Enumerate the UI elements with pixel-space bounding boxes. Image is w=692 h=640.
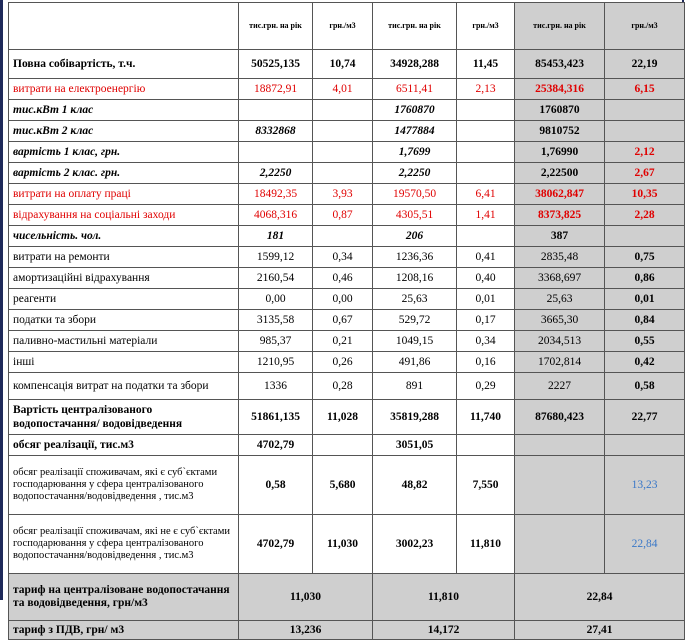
cell-c1: 50525,135 xyxy=(239,50,313,79)
cell-c5: 2835,48 xyxy=(515,247,605,268)
cell-c5: 85453,423 xyxy=(515,50,605,79)
cell-c1: 181 xyxy=(239,226,313,247)
cell-c5: 2227 xyxy=(515,373,605,400)
cell-c6: 2,28 xyxy=(605,205,685,226)
cell-c6: 0,86 xyxy=(605,268,685,289)
cell-c3: 3002,23 xyxy=(373,515,457,574)
cell-c3: 1049,15 xyxy=(373,331,457,352)
cell-c6: 13,23 xyxy=(605,456,685,515)
cell-c2 xyxy=(313,121,373,142)
row-label: вартість 2 клас. грн. xyxy=(9,163,239,184)
cell-c6: 2,67 xyxy=(605,163,685,184)
cell-c3: 1477884 xyxy=(373,121,457,142)
cell-c6: 22,84 xyxy=(605,515,685,574)
cell-c2: 0,26 xyxy=(313,352,373,373)
cell-c5: 1702,814 xyxy=(515,352,605,373)
cell-c2 xyxy=(313,435,373,456)
tariff-value-1: 11,030 xyxy=(239,574,373,621)
table-row xyxy=(9,310,685,331)
cell-c5: 2,22500 xyxy=(515,163,605,184)
cell-c3: 1208,16 xyxy=(373,268,457,289)
cell-c3: 3051,05 xyxy=(373,435,457,456)
cell-c1: 18872,91 xyxy=(239,79,313,100)
cell-c4: 1,41 xyxy=(457,205,515,226)
cell-c4: 0,34 xyxy=(457,331,515,352)
cell-c5: 387 xyxy=(515,226,605,247)
row-label: податки та збори xyxy=(9,310,239,331)
table-row xyxy=(9,352,685,373)
cell-c6: 0,01 xyxy=(605,289,685,310)
cell-c3: 34928,288 xyxy=(373,50,457,79)
cell-c4: 7,550 xyxy=(457,456,515,515)
row-label: інші xyxy=(9,352,239,373)
tariff-value-3: 27,41 xyxy=(515,621,685,640)
cell-c3: 891 xyxy=(373,373,457,400)
cell-c6: 22,19 xyxy=(605,50,685,79)
tariff-value-3: 22,84 xyxy=(515,574,685,621)
cell-c5: 2034,513 xyxy=(515,331,605,352)
cell-c2: 0,87 xyxy=(313,205,373,226)
cell-c2: 3,93 xyxy=(313,184,373,205)
cell-c5 xyxy=(515,456,605,515)
row-label: вартість 1 клас, грн. xyxy=(9,142,239,163)
cell-c1: 3135,58 xyxy=(239,310,313,331)
cell-c3: 25,63 xyxy=(373,289,457,310)
row-label: тис.кВт 1 клас xyxy=(9,100,239,121)
row-label: амортизаційні відрахування xyxy=(9,268,239,289)
table-row xyxy=(9,515,685,574)
table-row xyxy=(9,205,685,226)
cell-c5: 87680,423 xyxy=(515,400,605,435)
row-label: реагенти xyxy=(9,289,239,310)
table-row xyxy=(9,289,685,310)
cell-c5: 38062,847 xyxy=(515,184,605,205)
cell-c6: 0,55 xyxy=(605,331,685,352)
cell-c2: 0,00 xyxy=(313,289,373,310)
header-col1: тис.грн. на рік xyxy=(239,3,313,50)
row-label: чисельність. чол. xyxy=(9,226,239,247)
cell-c1: 1599,12 xyxy=(239,247,313,268)
cell-c1: 18492,35 xyxy=(239,184,313,205)
row-label: витрати на оплату праці xyxy=(9,184,239,205)
cell-c4 xyxy=(457,226,515,247)
cell-c2: 11,028 xyxy=(313,400,373,435)
cell-c6: 2,12 xyxy=(605,142,685,163)
tariff-vat-row xyxy=(9,621,685,640)
cell-c4: 0,16 xyxy=(457,352,515,373)
row-label: витрати на електроенергію xyxy=(9,79,239,100)
cell-c1: 1210,95 xyxy=(239,352,313,373)
table-row xyxy=(9,247,685,268)
cell-c5: 8373,825 xyxy=(515,205,605,226)
cell-c3: 19570,50 xyxy=(373,184,457,205)
row-label: обсяг реалізації споживачам, які є суб`єктами господарювання у сфера централізованого водопостачання/водовідведення , тис.м3 xyxy=(9,456,239,515)
cell-c6: 0,58 xyxy=(605,373,685,400)
cell-c1: 0,00 xyxy=(239,289,313,310)
cell-c5: 25,63 xyxy=(515,289,605,310)
cell-c3: 529,72 xyxy=(373,310,457,331)
row-label: тис.кВт 2 клас xyxy=(9,121,239,142)
cell-c6: 0,75 xyxy=(605,247,685,268)
cell-c3: 1,7699 xyxy=(373,142,457,163)
cell-c4: 0,40 xyxy=(457,268,515,289)
cell-c2: 0,34 xyxy=(313,247,373,268)
header-empty xyxy=(9,3,239,50)
cell-c1: 985,37 xyxy=(239,331,313,352)
cell-c4 xyxy=(457,100,515,121)
cell-c4: 0,29 xyxy=(457,373,515,400)
header-col5: тис.грн. на рік xyxy=(515,3,605,50)
cell-c3: 35819,288 xyxy=(373,400,457,435)
header-col4: грн./м3 xyxy=(457,3,515,50)
table-row xyxy=(9,373,685,400)
cell-c1 xyxy=(239,142,313,163)
row-label: відрахування на соціальні заходи xyxy=(9,205,239,226)
cell-c6 xyxy=(605,226,685,247)
tariff-value-2: 14,172 xyxy=(373,621,515,640)
cell-c5: 9810752 xyxy=(515,121,605,142)
cell-c2: 0,28 xyxy=(313,373,373,400)
cell-c2 xyxy=(313,142,373,163)
table-row xyxy=(9,331,685,352)
row-label: обсяг реалізації, тис.м3 xyxy=(9,435,239,456)
cost-table xyxy=(8,2,685,640)
cell-c4 xyxy=(457,142,515,163)
table-row xyxy=(9,142,685,163)
cell-c1: 2160,54 xyxy=(239,268,313,289)
cell-c2: 0,21 xyxy=(313,331,373,352)
row-label: обсяг реалізації споживачам, які не є суб`єктами господарювання у сфера централізованого водопостачання/водовідведення , тис.м3 xyxy=(9,515,239,574)
tariff-value-2: 11,810 xyxy=(373,574,515,621)
cell-c5 xyxy=(515,515,605,574)
cell-c6: 10,35 xyxy=(605,184,685,205)
cell-c4 xyxy=(457,121,515,142)
cell-c5: 3368,697 xyxy=(515,268,605,289)
cell-c6: 0,42 xyxy=(605,352,685,373)
cell-c6 xyxy=(605,435,685,456)
cell-c6: 22,77 xyxy=(605,400,685,435)
cell-c1: 8332868 xyxy=(239,121,313,142)
table-row xyxy=(9,400,685,435)
cell-c1: 1336 xyxy=(239,373,313,400)
cell-c2 xyxy=(313,100,373,121)
cell-c4: 6,41 xyxy=(457,184,515,205)
table-row xyxy=(9,79,685,100)
table-row xyxy=(9,121,685,142)
cell-c2: 0,67 xyxy=(313,310,373,331)
cell-c5: 1,76990 xyxy=(515,142,605,163)
cell-c4: 0,01 xyxy=(457,289,515,310)
row-label: витрати на ремонти xyxy=(9,247,239,268)
cell-c1: 4068,316 xyxy=(239,205,313,226)
cell-c4 xyxy=(457,435,515,456)
cell-c2 xyxy=(313,163,373,184)
cell-c2: 11,030 xyxy=(313,515,373,574)
row-label: компенсація витрат на податки та збори xyxy=(9,373,239,400)
cell-c2: 5,680 xyxy=(313,456,373,515)
cell-c4 xyxy=(457,163,515,184)
cell-c5: 25384,316 xyxy=(515,79,605,100)
header-col3: тис.грн. на рік xyxy=(373,3,457,50)
cell-c2: 10,74 xyxy=(313,50,373,79)
tariff-row xyxy=(9,574,685,621)
cell-c3: 206 xyxy=(373,226,457,247)
row-label: Повна собівартість, т.ч. xyxy=(9,50,239,79)
cell-c6 xyxy=(605,121,685,142)
cell-c1: 4702,79 xyxy=(239,515,313,574)
cell-c2: 0,46 xyxy=(313,268,373,289)
table-row xyxy=(9,100,685,121)
tariff-label: тариф на централізоване водопостачання та водовідведення, грн/м3 xyxy=(9,574,239,621)
cell-c1 xyxy=(239,100,313,121)
table-row xyxy=(9,163,685,184)
cell-c3: 1760870 xyxy=(373,100,457,121)
cell-c2: 4,01 xyxy=(313,79,373,100)
cell-c4: 11,810 xyxy=(457,515,515,574)
cell-c1: 4702,79 xyxy=(239,435,313,456)
header-col2: грн./м3 xyxy=(313,3,373,50)
cell-c3: 6511,41 xyxy=(373,79,457,100)
cell-c6: 0,84 xyxy=(605,310,685,331)
cell-c6 xyxy=(605,100,685,121)
cell-c4: 0,17 xyxy=(457,310,515,331)
cell-c3: 4305,51 xyxy=(373,205,457,226)
cell-c3: 2,2250 xyxy=(373,163,457,184)
table-row xyxy=(9,456,685,515)
cell-c1: 51861,135 xyxy=(239,400,313,435)
table-row xyxy=(9,435,685,456)
cell-c3: 48,82 xyxy=(373,456,457,515)
cell-c6: 6,15 xyxy=(605,79,685,100)
cell-c5: 3665,30 xyxy=(515,310,605,331)
cell-c4: 0,41 xyxy=(457,247,515,268)
cell-c4: 11,45 xyxy=(457,50,515,79)
table-row xyxy=(9,184,685,205)
cell-c3: 491,86 xyxy=(373,352,457,373)
cell-c1: 2,2250 xyxy=(239,163,313,184)
table-row xyxy=(9,268,685,289)
cell-c1: 0,58 xyxy=(239,456,313,515)
tariff-label: тариф з ПДВ, грн/ м3 xyxy=(9,621,239,640)
header-col6: грн./м3 xyxy=(605,3,685,50)
tariff-value-1: 13,236 xyxy=(239,621,373,640)
table-row xyxy=(9,226,685,247)
cell-c5: 1760870 xyxy=(515,100,605,121)
table-row xyxy=(9,50,685,79)
cell-c2 xyxy=(313,226,373,247)
row-label: Вартість централізованого водопостачання/ водовідведення xyxy=(9,400,239,435)
cell-c4: 11,740 xyxy=(457,400,515,435)
cell-c5 xyxy=(515,435,605,456)
cell-c4: 2,13 xyxy=(457,79,515,100)
cell-c3: 1236,36 xyxy=(373,247,457,268)
row-label: паливно-мастильні матеріали xyxy=(9,331,239,352)
header-row xyxy=(9,3,685,50)
